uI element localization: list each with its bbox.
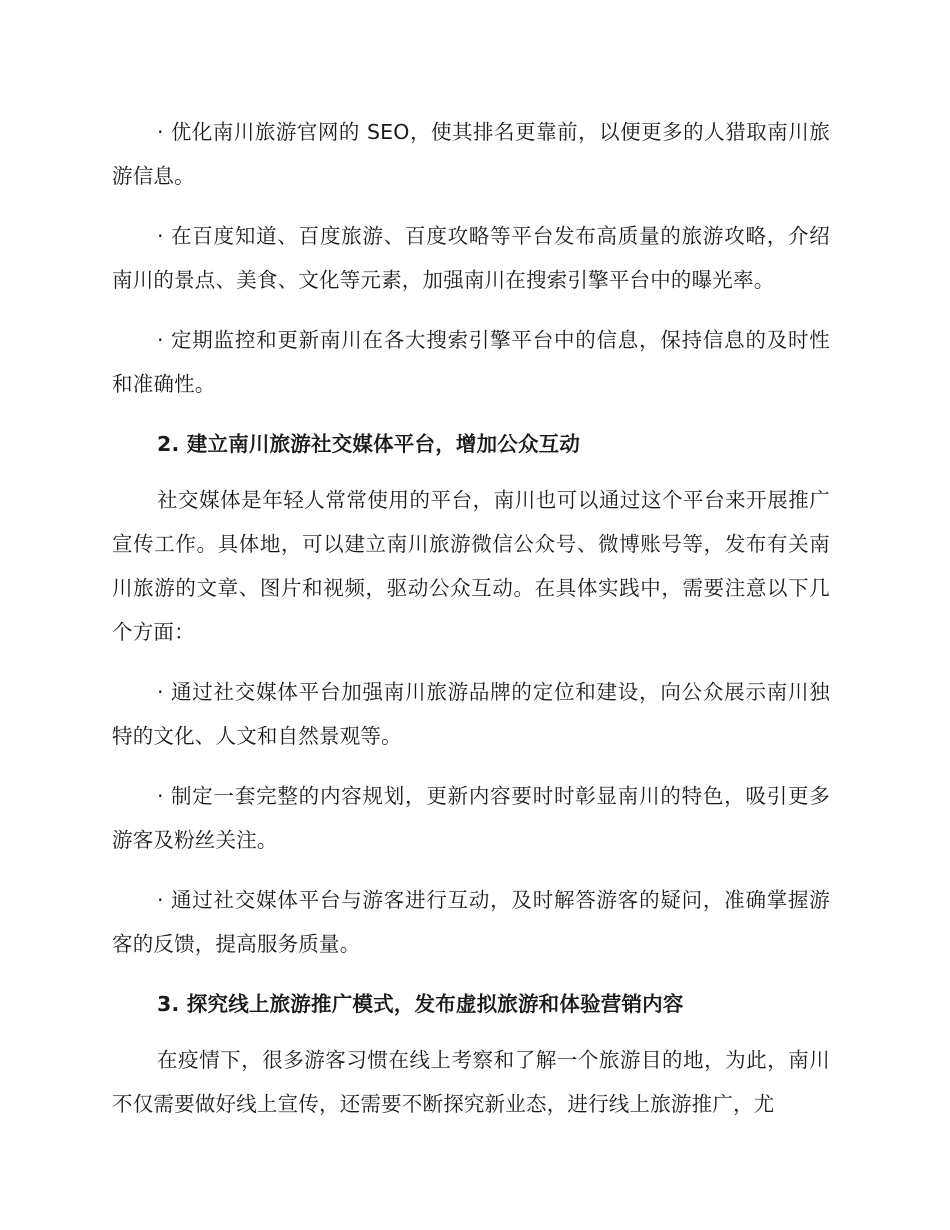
content-planning-bullet-item: · 制定一套完整的内容规划，更新内容要时时彰显南川的特色，吸引更多游客及粉丝关注。 [112,784,830,852]
section-heading-online-promotion: 3. 探究线上旅游推广模式，发布虚拟旅游和体验营销内容 [157,992,684,1016]
monitoring-bullet-item: · 定期监控和更新南川在各大搜索引擎平台中的信息，保持信息的及时性和准确性。 [112,328,830,396]
seo-bullet-item: · 优化南川旅游官网的 SEO，使其排名更靠前，以便更多的人猎取南川旅游信息。 [112,120,830,188]
brand-positioning-bullet-item: · 通过社交媒体平台加强南川旅游品牌的定位和建设，向公众展示南川独特的文化、人文和自然景观等。 [112,680,830,748]
online-promotion-paragraph: 在疫情下，很多游客习惯在线上考察和了解一个旅游目的地，为此，南川不仅需要做好线上宣传，还需要不断探究新业态，进行线上旅游推广，尤 [112,1048,830,1116]
social-media-paragraph: 社交媒体是年轻人常常使用的平台，南川也可以通过这个平台来开展推广宣传工作。具体地，可以建立南川旅游微信公众号、微博账号等，发布有关南川旅游的文章、图片和视频，驱动公众互动。在具体实践中，需要注意以下几个方面： [112,488,830,644]
baidu-platform-bullet-item: · 在百度知道、百度旅游、百度攻略等平台发布高质量的旅游攻略，介绍南川的景点、美食、文化等元素，加强南川在搜索引擎平台中的曝光率。 [112,224,830,292]
section-heading-social-media: 2. 建立南川旅游社交媒体平台，增加公众互动 [157,432,581,456]
interaction-bullet-item: · 通过社交媒体平台与游客进行互动，及时解答游客的疑问，准确掌握游客的反馈，提高服务质量。 [112,888,830,956]
document-body [112,110,830,1142]
